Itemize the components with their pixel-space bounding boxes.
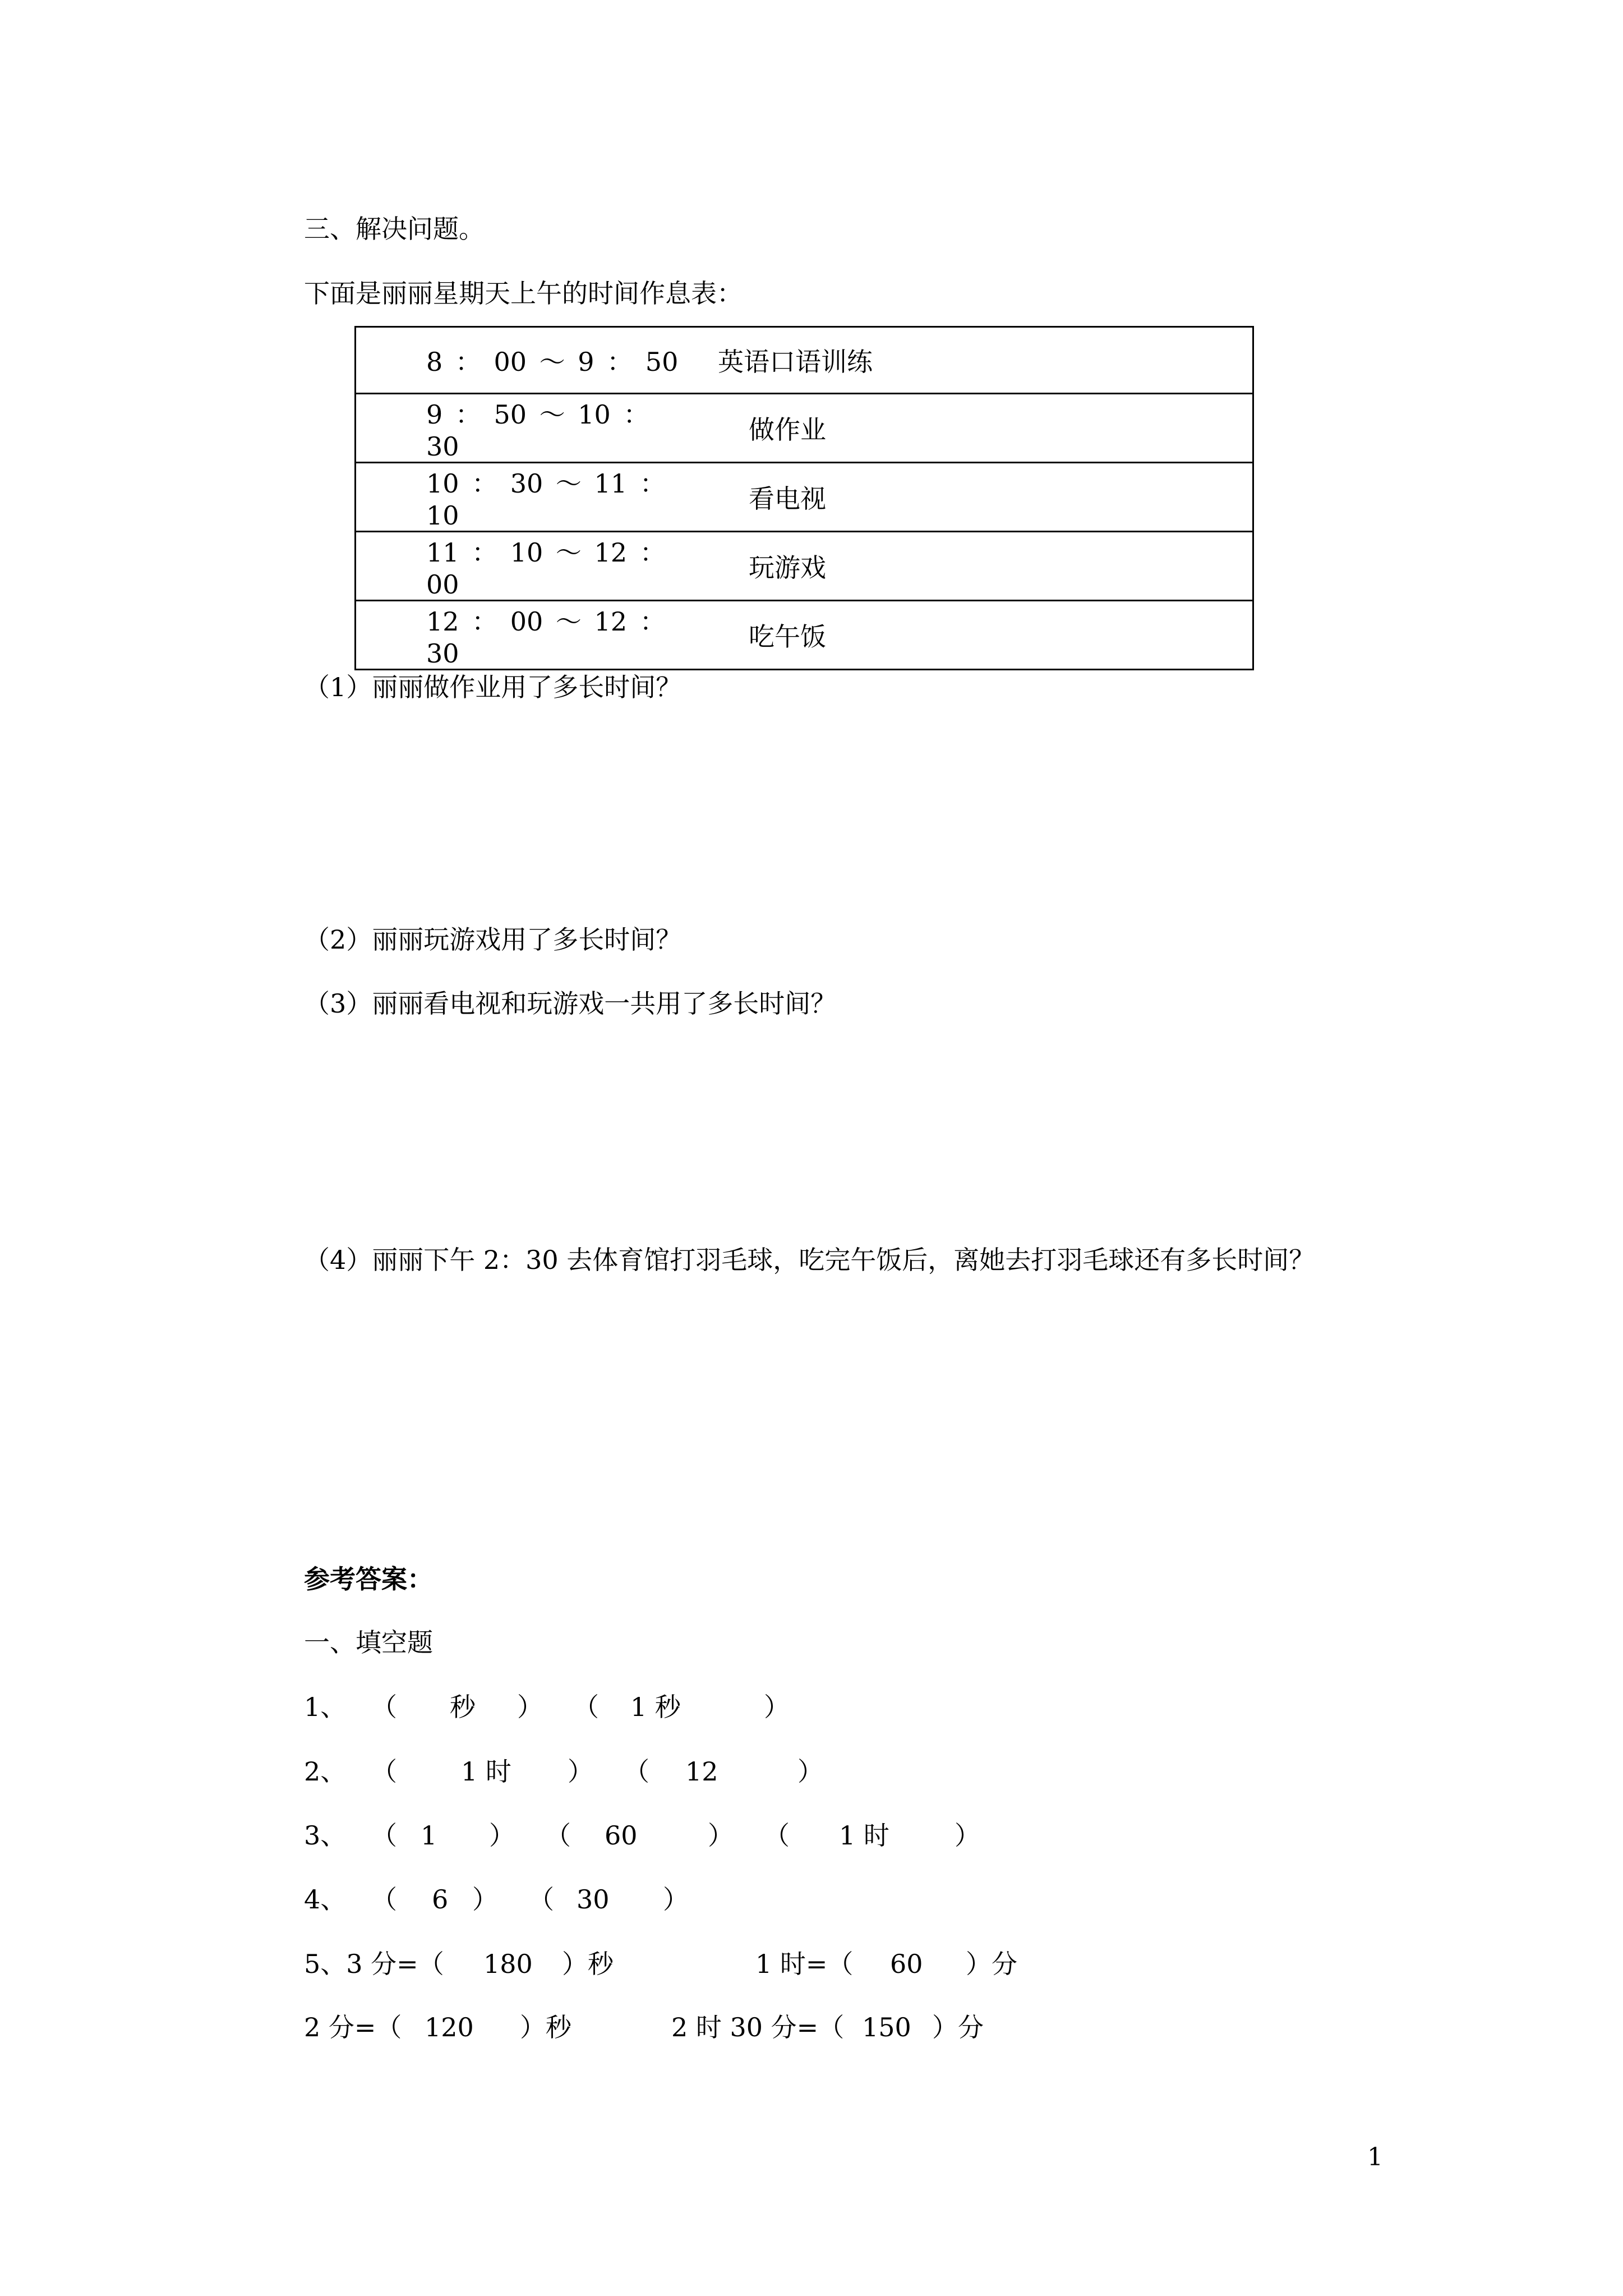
close-paren: ）: [472, 1884, 498, 1915]
table-row: [356, 532, 1253, 601]
answers-heading: 参考答案：: [304, 1564, 433, 1594]
question-1: （1）丽丽做作业用了多长时间？: [304, 672, 682, 702]
open-paren: （: [764, 1820, 790, 1851]
answer-value: 150: [862, 2012, 911, 2042]
answer-value: 1 时: [839, 1820, 889, 1851]
answer-number: 2、: [304, 1756, 347, 1787]
answer-suffix: ）分: [966, 1949, 1017, 1979]
open-paren: （: [371, 1820, 397, 1851]
answer-value: 60: [890, 1949, 923, 1979]
answers-section-1: 一、填空题: [304, 1627, 433, 1658]
activity: 看电视: [749, 484, 826, 514]
time-range: 10 ： 30 ～ 11 ： 10: [426, 468, 666, 531]
open-paren: （: [624, 1756, 649, 1787]
answer-prefix: 5、3 分=（: [304, 1949, 444, 1979]
answer-value: 120: [425, 2012, 474, 2042]
open-paren: （: [545, 1820, 571, 1851]
table-row: [356, 601, 1253, 670]
answer-value: 30: [577, 1884, 610, 1915]
activity: 做作业: [749, 415, 826, 445]
open-paren: （: [528, 1884, 554, 1915]
answer-value: 秒: [450, 1692, 476, 1722]
answer-prefix: 2 时 30 分=（: [671, 2012, 845, 2042]
answer-number: 3、: [304, 1820, 347, 1851]
answer-suffix: ）秒: [520, 2012, 571, 2042]
time-range: 9 ： 50 ～ 10 ： 30: [426, 399, 649, 462]
close-paren: ）: [489, 1820, 515, 1851]
answer-value: 1: [421, 1820, 437, 1851]
section-title: 三、解决问题。: [304, 214, 485, 244]
table-row: [356, 327, 1253, 394]
open-paren: （: [371, 1884, 397, 1915]
answer-value: 1 秒: [630, 1692, 681, 1722]
answer-value: 180: [483, 1949, 533, 1979]
close-paren: ）: [955, 1820, 980, 1851]
open-paren: （: [573, 1692, 599, 1722]
answer-value: 12: [685, 1756, 718, 1787]
table-row: [356, 463, 1253, 532]
answer-prefix: 2 分=（: [304, 2012, 402, 2042]
question-4: （4）丽丽下午 2：30 去体育馆打羽毛球，吃完午饭后，离她去打羽毛球还有多长时间？: [304, 1245, 1315, 1275]
open-paren: （: [371, 1692, 397, 1722]
close-paren: ）: [708, 1820, 734, 1851]
time-range: 8 ： 00 ～ 9 ： 50: [426, 347, 679, 377]
time-range: 11 ： 10 ～ 12 ： 00: [426, 537, 666, 600]
close-paren: ）: [568, 1756, 593, 1787]
activity: 英语口语训练: [718, 347, 873, 377]
activity: 吃午饭: [749, 622, 826, 652]
question-2: （2）丽丽玩游戏用了多长时间？: [304, 924, 682, 955]
table-row: [356, 394, 1253, 463]
open-paren: （: [371, 1756, 397, 1787]
answer-suffix: ）分: [932, 2012, 984, 2042]
close-paren: ）: [797, 1756, 823, 1787]
close-paren: ）: [764, 1692, 790, 1722]
answer-prefix: 1 时=（: [755, 1949, 854, 1979]
close-paren: ）: [663, 1884, 689, 1915]
question-3: （3）丽丽看电视和玩游戏一共用了多长时间？: [304, 988, 837, 1019]
answer-number: 1、: [304, 1692, 347, 1722]
answer-value: 60: [605, 1820, 638, 1851]
intro-text: 下面是丽丽星期天上午的时间作息表：: [304, 278, 743, 309]
answer-number: 4、: [304, 1884, 347, 1915]
time-range: 12 ： 00 ～ 12 ： 30: [426, 606, 666, 669]
answer-value: 1 时: [461, 1756, 511, 1787]
activity: 玩游戏: [749, 553, 826, 583]
page-number: 1: [1367, 2143, 1383, 2171]
close-paren: ）: [517, 1692, 543, 1722]
answer-value: 6: [432, 1884, 449, 1915]
answer-suffix: ）秒: [562, 1949, 614, 1979]
schedule-table: [354, 326, 1254, 670]
